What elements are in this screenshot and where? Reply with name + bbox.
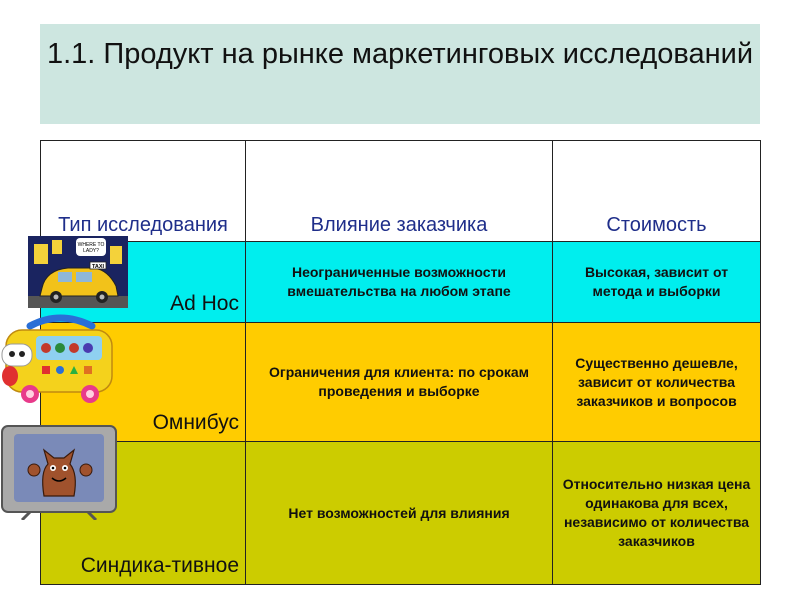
page-title: 1.1. Продукт на рынке маркетинговых исследований: [46, 38, 754, 70]
table-row: [41, 442, 761, 585]
title-banner: [40, 24, 760, 124]
taxi-cartoon-icon: [28, 236, 128, 308]
table-row: [41, 242, 761, 323]
svg-text:TAXI: TAXI: [91, 264, 105, 270]
svg-text:LADY?: LADY?: [83, 248, 99, 254]
row-influence: Нет возможностей для влияния: [246, 442, 553, 585]
header-influence: Влияние заказчика: [246, 141, 553, 242]
table-header-row: [41, 141, 761, 242]
row-cost: Существенно дешевле, зависит от количества заказчиков и вопросов: [553, 323, 761, 442]
header-cost: Стоимость: [553, 141, 761, 242]
row-influence: Ограничения для клиента: по срокам проведения и выборке: [246, 323, 553, 442]
table-row: [41, 323, 761, 442]
row-influence: Неограниченные возможности вмешательства на любом этапе: [246, 242, 553, 323]
row-type: Синдика-тивное: [41, 442, 246, 585]
row-cost: Высокая, зависит от метода и выборки: [553, 242, 761, 323]
header-type: Тип исследования: [41, 141, 246, 242]
cat-on-tv-icon: [0, 424, 118, 520]
comparison-table: [40, 140, 761, 585]
row-type: Омнибус: [41, 323, 246, 442]
row-cost: Относительно низкая цена одинакова для всех, независимо от количества заказчиков: [553, 442, 761, 585]
row-type: Ad Hoc: [41, 242, 246, 323]
toy-bus-icon: [0, 314, 118, 404]
svg-text:WHERE TO: WHERE TO: [77, 242, 105, 248]
